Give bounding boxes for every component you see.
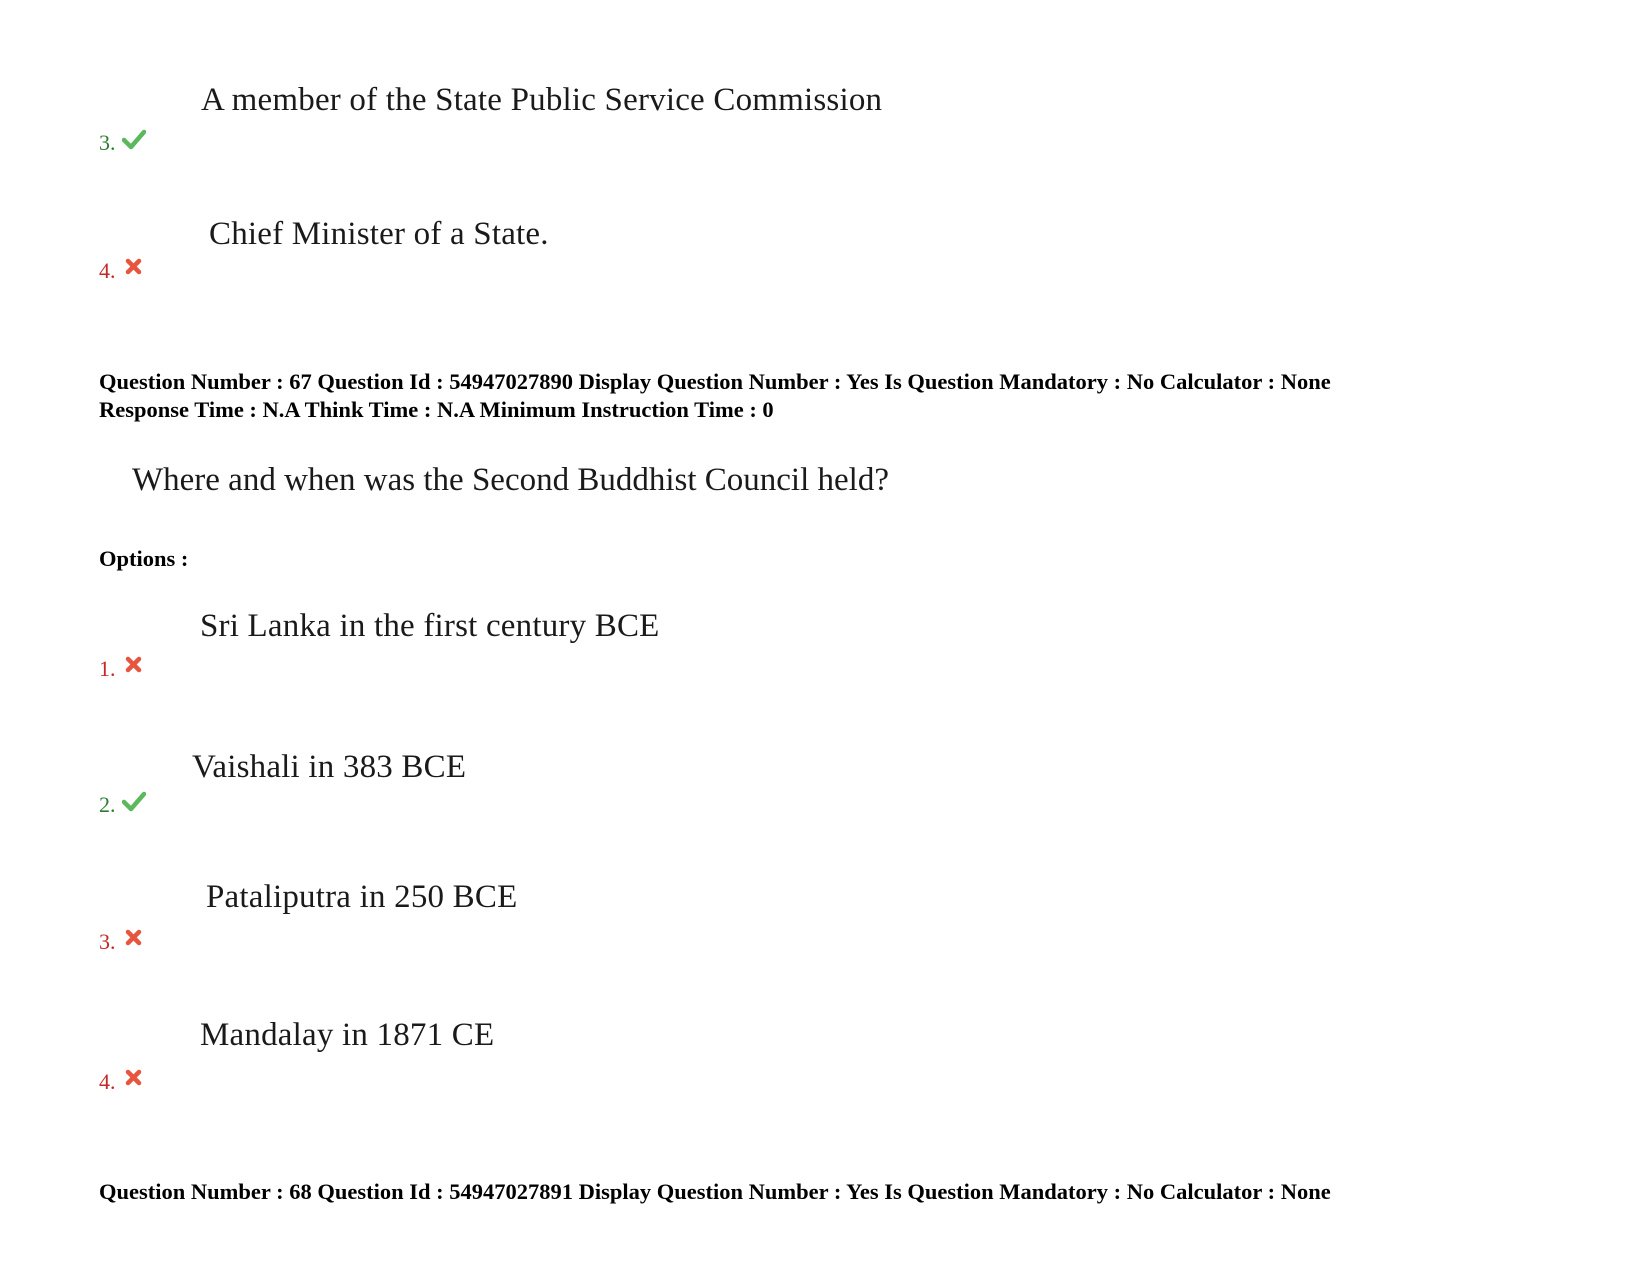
option-text: A member of the State Public Service Commission	[201, 82, 883, 118]
option-text: Sri Lanka in the first century BCE	[200, 608, 660, 644]
question-meta-line-1: Question Number : 67 Question Id : 54947027890 Display Question Number : Yes Is Question Mandatory : No Calculator : None	[99, 369, 1331, 394]
option-number: 1.	[99, 656, 116, 681]
option-text: Vaishali in 383 BCE	[192, 749, 467, 785]
options-label: Options :	[99, 546, 189, 571]
option-text: Pataliputra in 250 BCE	[206, 879, 518, 915]
question-68-meta	[99, 1178, 1331, 1206]
cross-icon	[122, 1067, 146, 1089]
cross-icon	[122, 256, 146, 278]
option-number: 4.	[99, 258, 116, 283]
cross-icon	[122, 927, 146, 949]
option-number: 4.	[99, 1069, 116, 1094]
check-icon	[122, 790, 146, 812]
question-67-meta	[99, 368, 1331, 424]
cross-icon	[122, 654, 146, 676]
option-marker	[99, 656, 146, 682]
option-number: 2.	[99, 792, 116, 817]
option-text: Mandalay in 1871 CE	[200, 1017, 495, 1053]
question-meta-line-2: Response Time : N.A Think Time : N.A Minimum Instruction Time : 0	[99, 397, 774, 422]
option-number: 3.	[99, 929, 116, 954]
option-marker	[99, 258, 146, 284]
option-marker	[99, 792, 146, 818]
option-marker	[99, 929, 146, 955]
option-number: 3.	[99, 130, 116, 155]
option-text: Chief Minister of a State.	[209, 216, 549, 252]
option-marker	[99, 1069, 146, 1095]
check-icon	[122, 128, 146, 150]
option-marker	[99, 130, 146, 156]
question-meta-line-1: Question Number : 68 Question Id : 54947027891 Display Question Number : Yes Is Question Mandatory : No Calculator : None	[99, 1179, 1331, 1204]
question-text: Where and when was the Second Buddhist Council held?	[132, 462, 889, 498]
